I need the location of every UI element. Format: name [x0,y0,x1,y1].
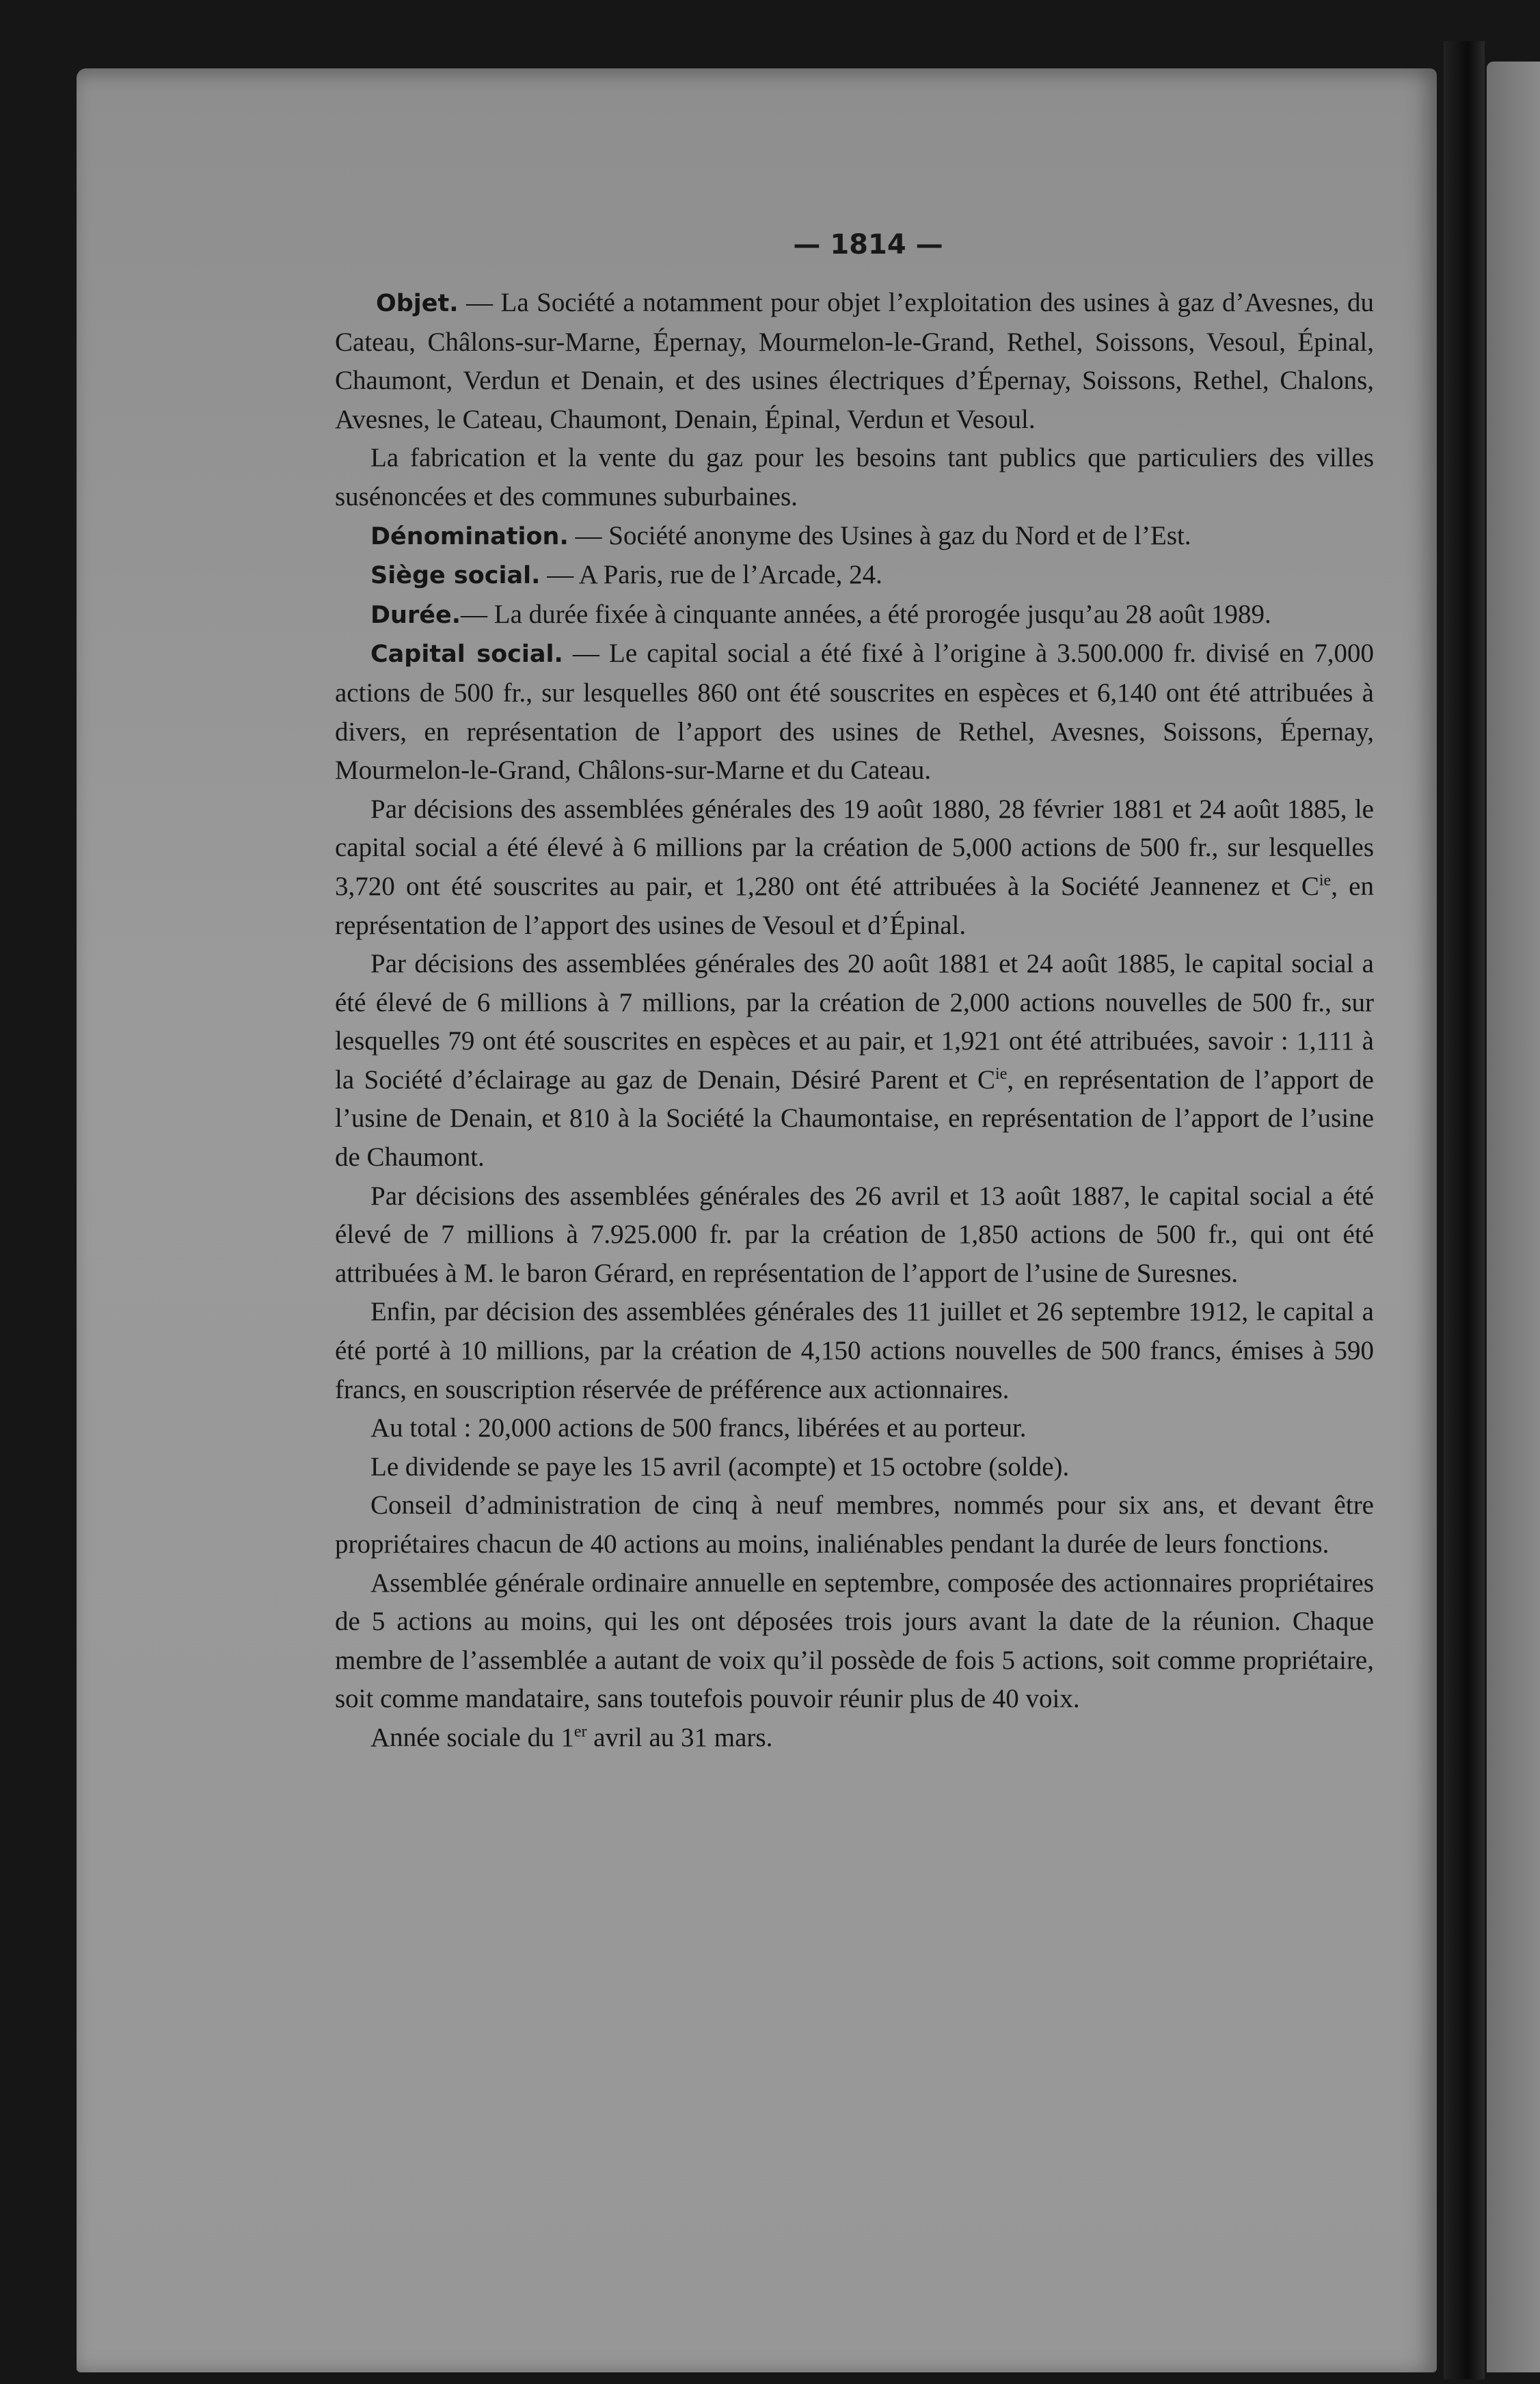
duree-text: — La durée fixée à cinquante années, a été prorogée jusqu’au 28 août 1989. [461,599,1271,629]
capital-text: — Le capital social a été fixé à l’origine à 3.500.000 fr. divisé en 7,000 actions de 500 fr., sur lesquelles 860 ont été souscrites en espèces et 6,140 ont été attribuées à divers, en représentation de l’apport des usines de Rethel, Avesnes, Soissons, Épernay, Mourmelon-le-Grand, Châlons-sur-Marne et du Cateau. [335,639,1375,786]
paragraph-assemblee: Assemblée générale ordinaire annuelle en septembre, composée des actionnaires propriétaires de 5 actions au moins, qui les ont déposées trois jours avant la date de la réunion. Chaque membre de l’assemblée a autant de voix qu’il possède de fois 5 actions, soit comme propriétaire, soit comme mandataire, sans toutefois pouvoir réunir plus de 40 voix. [335,1568,1374,1714]
denomination-text: — Société anonyme des Usines à gaz du Nord et de l’Est. [568,520,1191,550]
decisions-1880-text-end: , en représentation de l’apport des usines de Vesoul et d’Épinal. [335,871,1374,940]
objet-text: — La Société a notamment pour objet l’exploitation des usines à gaz d’Avesnes, du Cateau, Châlons-sur-Marne, Épernay, Mourmelon-le-Grand, Rethel, Soissons, Vesoul, Épinal, Chaumont, Verdun et Denain, et des usines électriques d’Épernay, Soissons, Rethel, Chalons, Avesnes, le Cateau, Chaumont, Denain, Épinal, Verdun et Vesoul. [335,288,1374,434]
paragraph-denomination [335,517,1374,557]
decisions-1880-text: Par décisions des assemblées générales des 19 août 1880, 28 février 1881 et 24 août 1885, le capital social a été élevé à 6 millions par la création de 5,000 actions de 500 fr., sur lesquelles 3,720 ont été souscrites au pair, et 1,280 ont été attribuées à la Société Jeannenez et C [335,794,1374,901]
annee-text: Année sociale du 1 [370,1722,574,1752]
superscript: er [573,1722,587,1741]
duree-label: Durée. [370,601,461,629]
superscript: ie [995,1064,1008,1083]
paragraph-duree [335,595,1374,635]
paragraph-annee-sociale [335,1719,1374,1758]
page-body [335,284,1374,1758]
adjacent-page-edge [1487,62,1540,2372]
paragraph-conseil: Conseil d’administration de cinq à neuf membres, nommés pour six ans, et devant être propriétaires chacun de 40 actions au moins, inaliénables pendant la durée de leurs fonctions. [335,1490,1374,1559]
paragraph-siege [335,556,1374,595]
capital-label: Capital social. [370,641,563,669]
paragraph-decisions-1881 [335,945,1374,1177]
decisions-1881-text-end: , en représentation de l’apport de l’usine de Denain, et 810 à la Société la Chaumontaise, en représentation de l’apport de l’usine de Chaumont. [335,1064,1374,1173]
paragraph-total: Au total : 20,000 actions de 500 francs, libérées et au porteur. [370,1413,1027,1443]
objet-label: Objet. [376,290,459,317]
annee-text-end: avril au 31 mars. [586,1722,773,1752]
paragraph-decisions-1880 [335,790,1374,945]
paragraph-dividende: Le dividende se paye les 15 avril (acompte) et 15 octobre (solde). [370,1451,1070,1482]
paragraph-enfin-1912: Enfin, par décision des assemblées générales des 11 juillet et 26 septembre 1912, le capital a été porté à 10 millions, par la création de 4,150 actions nouvelles de 500 francs, émises à 590 francs, en souscription réservée de préférence aux actionnaires. [335,1297,1374,1404]
decisions-1881-text: Par décisions des assemblées générales des 20 août 1881 et 24 août 1885, le capital social a été élevé de 6 millions à 7 millions, par la création de 2,000 actions nouvelles de 500 fr., sur lesquelles 79 ont été souscrites en espèces et au pair, et 1,921 ont été attribuées, savoir : 1,111 à la Société d’éclairage au gaz de Denain, Désiré Parent et C [335,949,1374,1095]
paragraph-capital [335,634,1374,790]
siege-text: — A Paris, rue de l’Arcade, 24. [540,560,882,590]
superscript: ie [1319,871,1332,889]
paragraph-objet [335,284,1374,439]
denomination-label: Dénomination. [370,522,569,550]
page-number: — 1814 — [793,229,943,260]
paragraph-fabrication: La fabrication et la vente du gaz pour les besoins tant publics que particuliers des villes susénoncées et des communes suburbaines. [335,443,1374,511]
siege-label: Siège social. [370,562,541,590]
paragraph-decisions-1887: Par décisions des assemblées générales des 26 avril et 13 août 1887, le capital social a été élevé de 7 millions à 7.925.000 fr. par la création de 1,850 actions de 500 fr., qui ont été attribuées à M. le baron Gérard, en représentation de l’apport de l’usine de Suresnes. [335,1181,1374,1288]
book-gutter [1444,41,1485,2379]
